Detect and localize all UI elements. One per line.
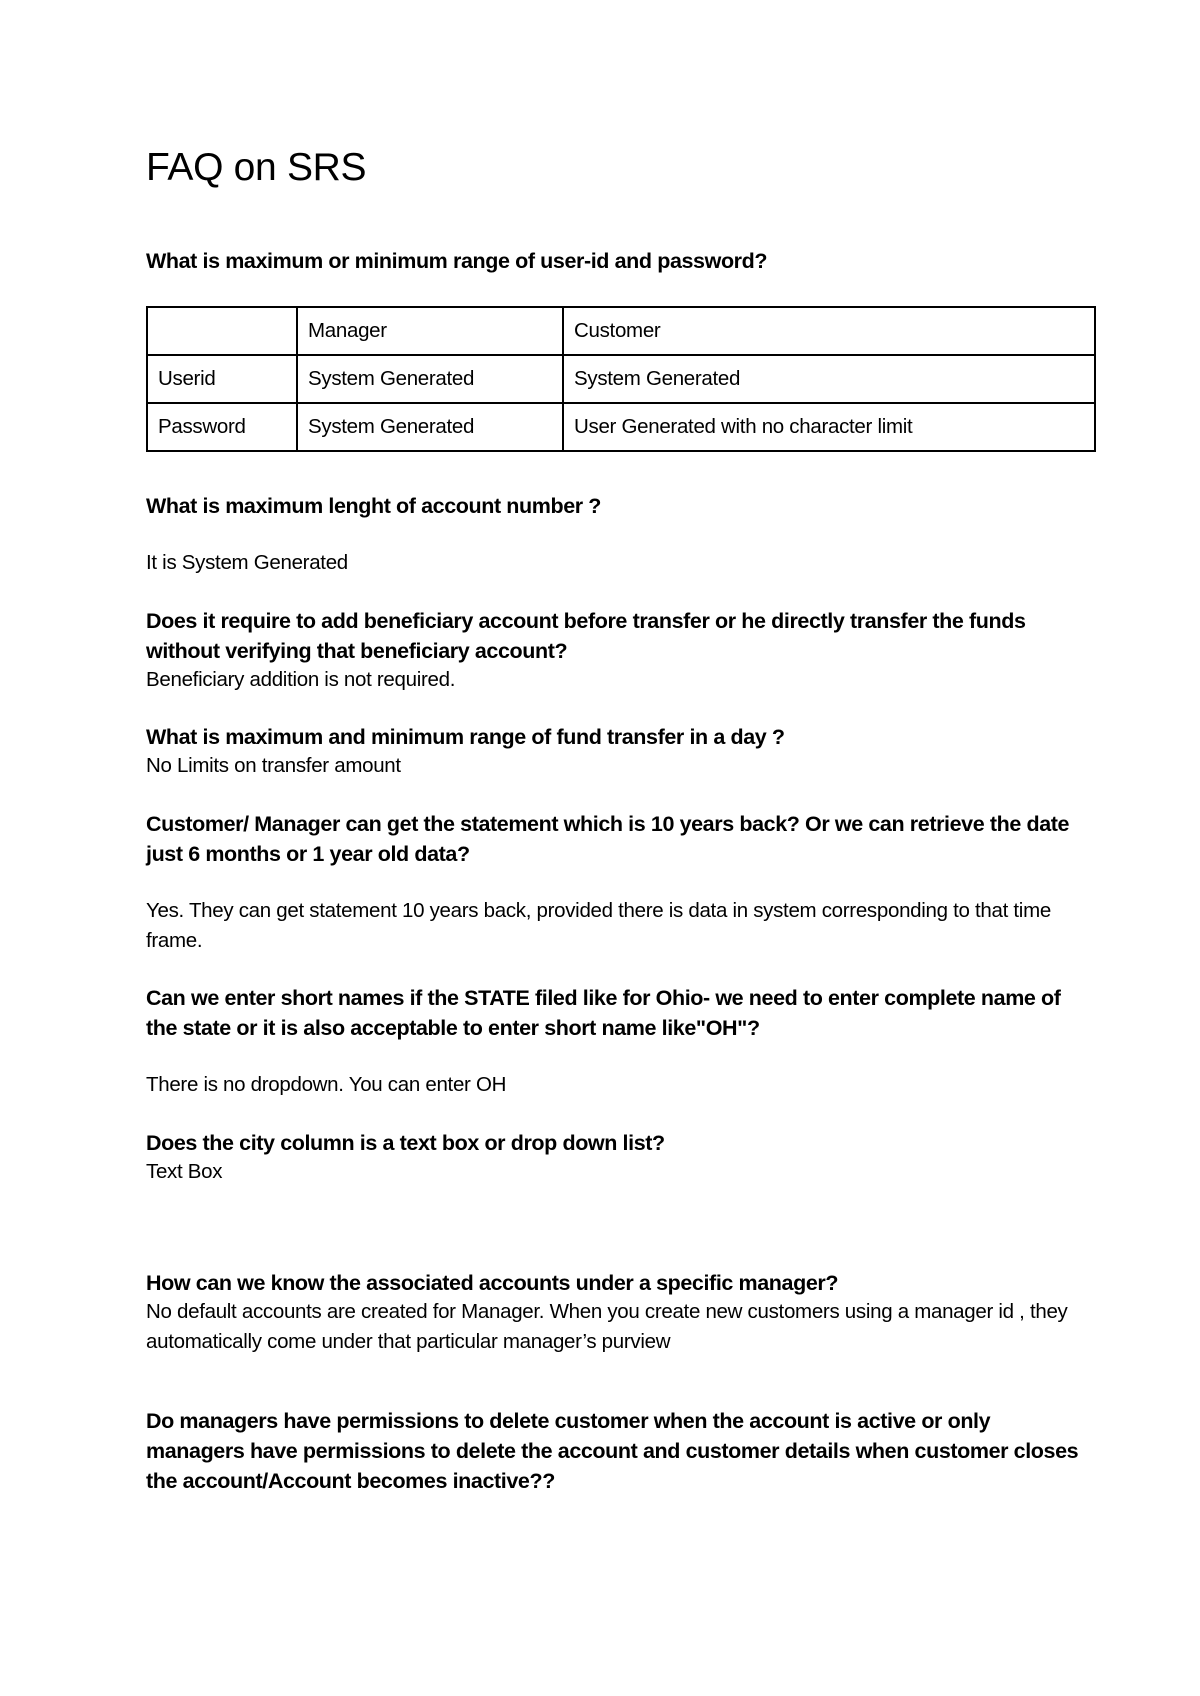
credentials-table bbox=[146, 306, 1096, 452]
table-header-cell: Customer bbox=[563, 307, 1095, 355]
table-cell: Userid bbox=[147, 355, 297, 403]
table-cell: System Generated bbox=[297, 403, 563, 451]
faq-question-5: Customer/ Manager can get the statement which is 10 years back? Or we can retrieve the date just 6 months or 1 year old data? bbox=[146, 812, 1070, 866]
table-cell: System Generated bbox=[297, 355, 563, 403]
faq-answer-2: It is System Generated bbox=[146, 551, 348, 574]
faq-question-9: Do managers have permissions to delete customer when the account is active or only managers have permissions to delete the account and customer details when customer closes the account/Account becomes inactive?? bbox=[146, 1409, 1079, 1493]
table-cell: System Generated bbox=[563, 355, 1095, 403]
table-row bbox=[147, 355, 1095, 403]
faq-question-2: What is maximum lenght of account number ? bbox=[146, 494, 602, 518]
faq-question-1: What is maximum or minimum range of user-id and password? bbox=[146, 249, 768, 273]
table-header-cell bbox=[147, 307, 297, 355]
faq-answer-4: No Limits on transfer amount bbox=[146, 754, 401, 777]
faq-question-7: Does the city column is a text box or drop down list? bbox=[146, 1131, 665, 1155]
faq-answer-6: There is no dropdown. You can enter OH bbox=[146, 1073, 507, 1096]
faq-question-8: How can we know the associated accounts under a specific manager? bbox=[146, 1271, 839, 1295]
faq-question-3: Does it require to add beneficiary account before transfer or he directly transfer the funds without verifying that beneficiary account? bbox=[146, 609, 1026, 663]
faq-question-4: What is maximum and minimum range of fund transfer in a day ? bbox=[146, 725, 785, 749]
document-title: FAQ on SRS bbox=[146, 146, 367, 189]
faq-answer-7: Text Box bbox=[146, 1160, 223, 1183]
faq-answer-8: No default accounts are created for Manager. When you create new customers using a manager id , they automatically come under that particular manager’s purview bbox=[146, 1300, 1068, 1353]
table-cell: User Generated with no character limit bbox=[563, 403, 1095, 451]
table-row bbox=[147, 403, 1095, 451]
table-header-cell: Manager bbox=[297, 307, 563, 355]
faq-answer-5: Yes. They can get statement 10 years back, provided there is data in system corresponding to that time frame. bbox=[146, 899, 1051, 952]
table-cell: Password bbox=[147, 403, 297, 451]
faq-answer-3: Beneficiary addition is not required. bbox=[146, 668, 456, 691]
table-header-row bbox=[147, 307, 1095, 355]
faq-question-6: Can we enter short names if the STATE filed like for Ohio- we need to enter complete name of the state or it is also acceptable to enter short name like"OH"? bbox=[146, 986, 1061, 1040]
